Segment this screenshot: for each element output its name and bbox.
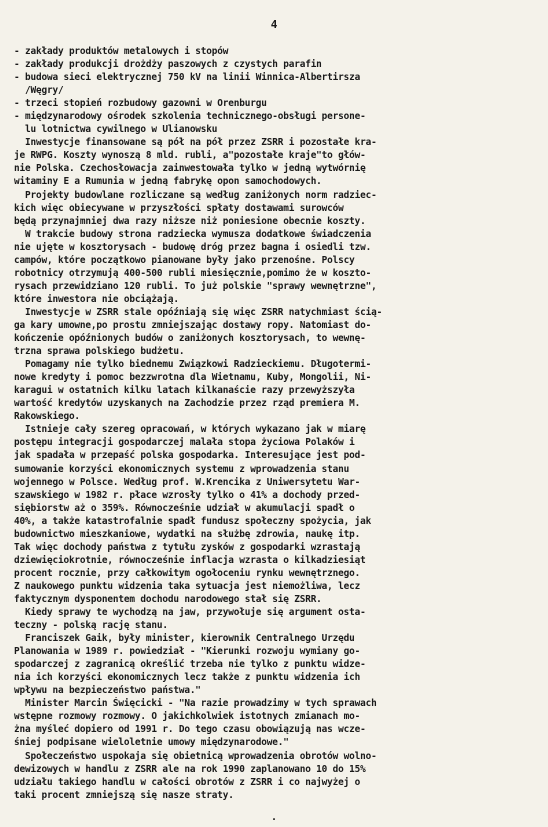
- text-line: Projekty budowlane rozliczane są według zaniżonych norm radziec-: [14, 189, 377, 201]
- text-line: kończenie opóźnionych budów o zaniżonych kosztorysach, to wewnę-: [14, 333, 366, 345]
- text-line: Pomagamy nie tylko biednemu Związkowi Radzieckiemu. Długotermi-: [14, 359, 372, 371]
- text-line: Kiedy sprawy te wychodzą na jaw, przywołuje się argument osta-: [14, 607, 366, 619]
- text-line: lu lotnictwa cywilnego w Ulianowsku: [14, 124, 218, 136]
- text-line: wstępne rozmowy rozmowy. O jakichkolwiek istotnych zmianach mo-: [14, 711, 361, 723]
- text-line: Minister Marcin Święcicki - "Na razie prowadzimy w tych sprawach: [14, 698, 377, 710]
- text-line: postępu integracji gospodarczej malała stopa życiowa Polaków i: [14, 437, 355, 449]
- text-line: Tak więc dochody państwa z tytułu zysków z gospodarki wzrastają: [14, 541, 361, 553]
- text-line: witaminy E a Rumunia w jedną fabrykę opon samochodowych.: [14, 176, 322, 188]
- text-line: Franciszek Gaik, były minister, kierownik Centralnego Urzędu: [14, 633, 355, 645]
- document-body: [14, 45, 538, 802]
- text-line: spodarczej z zagranicą określić trzeba nie tylko z punktu widze-: [14, 659, 366, 671]
- text-line: żna myśleć dopiero od 1991 r. Do tego czasu obowiązują nas wcze-: [14, 724, 366, 736]
- text-line: ga kary umowne,po prostu zmniejszając dostawy ropy. Natomiast do-: [14, 319, 372, 331]
- text-line: wpływu na bezpieczeństwo państwa.": [14, 685, 201, 697]
- text-line: sumowanie korzyści ekonomicznych systemu z wprowadzenia stanu: [14, 463, 350, 475]
- text-line: Z naukowego punktu widzenia taka sytuacja jest niemożliwa, lecz: [14, 580, 361, 592]
- text-line: 40%, a także katastrofalnie spadł fundusz społeczny spożycia, jak: [14, 515, 372, 527]
- text-line: kich więc obiecywane w przyszłości spłaty dostawami surowców: [14, 202, 344, 214]
- text-line: udziału takiego handlu w całości obrotów z ZSRR i co najwyżej o: [14, 776, 361, 788]
- text-line: nia ich korzyści ekonomicznych lecz także z punktu widzenia ich: [14, 672, 361, 684]
- text-line: siębiorstw aż o 359%. Równocześnie udział w akumulacji spadł o: [14, 502, 355, 514]
- text-line: Inwestycje w ZSRR stale opóźniają się więc ZSRR natychmiast ścią-: [14, 306, 383, 318]
- text-line: które inwestora nie obciążają.: [14, 293, 179, 305]
- text-line: nie Polska. Czechosłowacja zainwestowała tylko w jedną wytwórnię: [14, 163, 366, 175]
- text-line: robotnicy otrzymują 400-500 rubli miesięcznie,pomimo że w koszto-: [14, 267, 372, 279]
- text-line: - budowa sieci elektrycznej 750 kV na linii Winnica-Albertirsza: [14, 72, 361, 84]
- text-line: Planowania w 1989 r. powiedział - "Kierunki rozwoju wymiany go-: [14, 646, 361, 658]
- text-line: procent rocznie, przy całkowitym ogołoceniu rynku wewnętrznego.: [14, 567, 361, 579]
- text-line: teczny - polską rację stanu.: [14, 620, 168, 632]
- text-line: karagui w ostatnich kilku latach kilkanaście razy przewyższyła: [14, 385, 355, 397]
- text-line: je RWPG. Koszty wynoszą 8 mld. rubli, a"pozostałe kraje"to głów-: [14, 150, 366, 162]
- bottom-mark: .: [270, 812, 278, 823]
- text-line: nie ujęte w kosztorysach - budowę dróg przez bagna i osiedli tzw.: [14, 241, 372, 253]
- text-line: - zakłady produkcji drożdży paszowych z czystych parafin: [14, 59, 322, 71]
- text-line: taki procent zmniejszą się nasze straty.: [14, 789, 234, 801]
- text-line: trzna sprawa polskiego budżetu.: [14, 346, 185, 358]
- text-line: faktycznym dysponentem dochodu narodowego stał się ZSRR.: [14, 593, 322, 605]
- text-line: budownictwo mieszkaniowe, wydatki na służbę zdrowia, naukę itp.: [14, 528, 361, 540]
- text-line: wartość kredytów uzyskanych na Zachodzie przez rząd premiera M.: [14, 398, 361, 410]
- page-number: 4: [270, 18, 278, 31]
- text-line: - trzeci stopień rozbudowy gazowni w Orenburgu: [14, 98, 267, 110]
- text-line: Społeczeństwo uspokaja się obietnicą wprowadzenia obrotów wolno-: [14, 750, 377, 762]
- text-line: dewizowych w handlu z ZSRR ale na rok 1990 zaplanowano 10 do 15%: [14, 763, 366, 775]
- text-line: Inwestycje finansowane są pół na pół przez ZSRR i pozostałe kra-: [14, 137, 377, 149]
- text-line: W trakcie budowy strona radziecka wymusza dodatkowe świadczenia: [14, 228, 372, 240]
- text-line: szawskiego w 1982 r. płace wzrosły tylko o 41% a dochody przed-: [14, 489, 361, 501]
- text-line: - zakłady produktów metalowych i stopów: [14, 46, 229, 57]
- text-line: wojennego w Polsce. Według prof. W.Krencika z Uniwersytetu War-: [14, 476, 361, 488]
- text-line: jak spadała w przepaść polska gospodarka. Interesujące jest pod-: [14, 450, 366, 462]
- text-line: Istnieje cały szereg opracowań, w których wykazano jak w miarę: [14, 424, 366, 436]
- text-line: nowe kredyty i pomoc bezzwrotna dla Wietnamu, Kuby, Mongolii, Ni-: [14, 372, 372, 384]
- text-line: będą przynajmniej dwa razy niższe niż poniesione obecnie koszty.: [14, 215, 366, 227]
- text-line: śniej podpisane wieloletnie umowy międzynarodowe.": [14, 737, 289, 749]
- text-line: rysach przewidziano 120 rubli. To już polskie "sprawy wewnętrzne",: [14, 280, 377, 292]
- text-line: - międzynarodowy ośrodek szkolenia technicznego-obsługi persone-: [14, 111, 366, 123]
- text-line: campów, które początkowo pianowane były jako przenośne. Polscy: [14, 254, 355, 266]
- text-line: dziewięciokrotnie, równocześnie inflacja wzrasta o kilkadziesiąt: [14, 554, 366, 566]
- text-line: Rakowskiego.: [14, 411, 80, 423]
- text-line: /Węgry/: [14, 85, 64, 97]
